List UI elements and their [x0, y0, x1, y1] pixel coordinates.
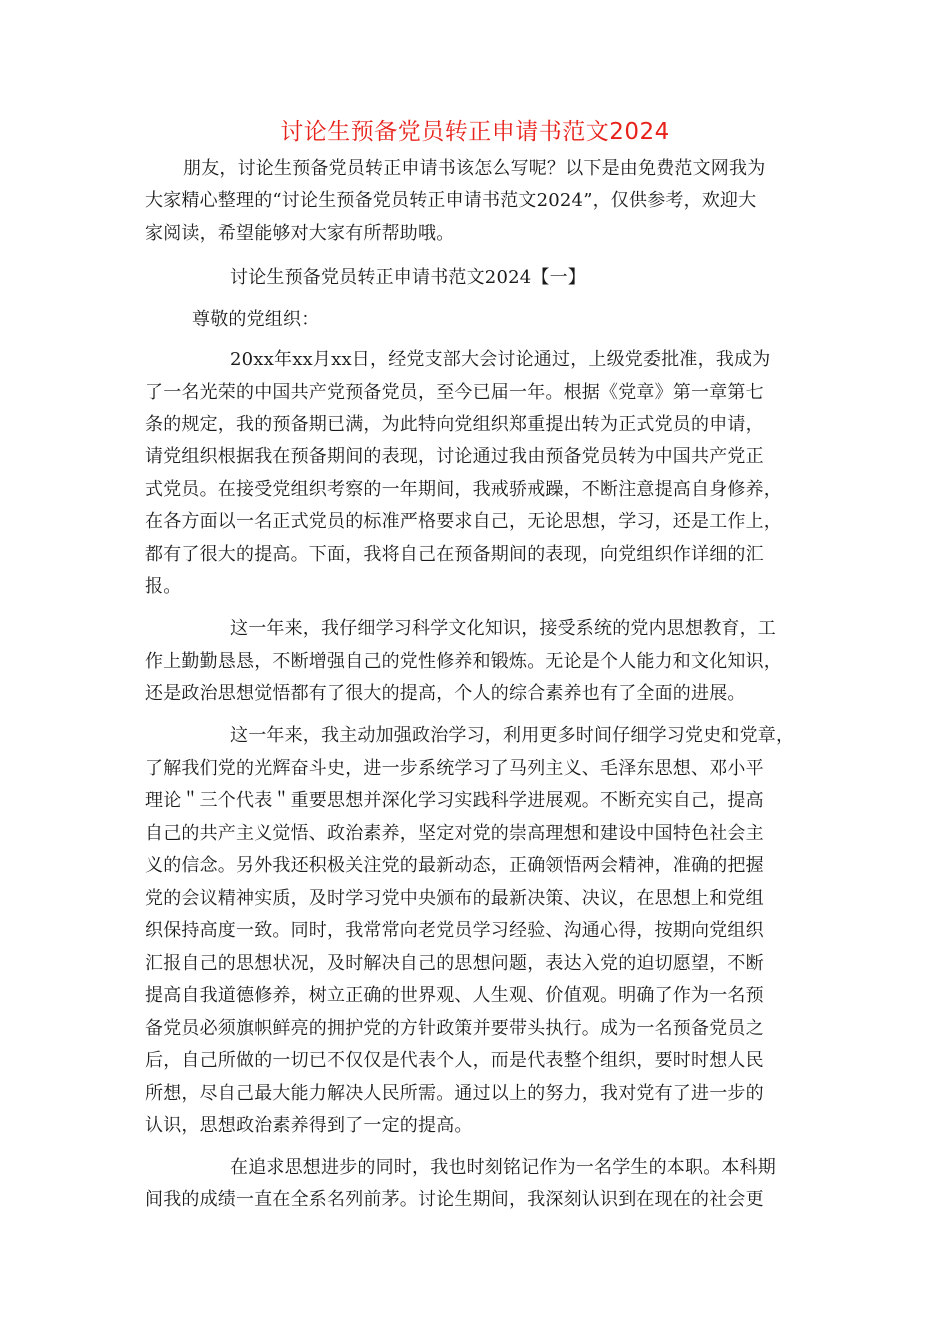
intro-line: 大家精心整理的“讨论生预备党员转正申请书范文2024”，仅供参考，欢迎大 — [145, 190, 757, 211]
paragraph-line: 报。 — [145, 576, 182, 597]
paragraph-line: 党的会议精神实质，及时学习党中央颁布的最新决策、决议，在思想上和党组 — [145, 888, 764, 909]
paragraph-line: 这一年来，我仔细学习科学文化知识，接受系统的党内思想教育，工 — [230, 618, 776, 639]
paragraph-line: 间我的成绩一直在全系名列前茅。讨论生期间，我深刻认识到在现在的社会更 — [145, 1189, 764, 1210]
paragraph-line: 式党员。在接受党组织考察的一年期间，我戒骄戒躁，不断注意提高自身修养， — [145, 479, 782, 500]
paragraph-line: 作上勤勤恳恳，不断增强自己的党性修养和锻炼。无论是个人能力和文化知识， — [145, 651, 782, 672]
paragraph-line: 自己的共产主义觉悟、政治素养，坚定对党的崇高理想和建设中国特色社会主 — [145, 823, 764, 844]
salutation: 尊敬的党组织： — [192, 309, 320, 330]
paragraph-line: 还是政治思想觉悟都有了很大的提高，个人的综合素养也有了全面的进展。 — [145, 683, 746, 704]
paragraph-line: 在各方面以一名正式党员的标准严格要求自己，无论思想，学习，还是工作上， — [145, 511, 782, 532]
paragraph-line: 织保持高度一致。同时，我常常向老党员学习经验、沟通心得，按期向党组织 — [145, 920, 764, 941]
intro-line: 家阅读，希望能够对大家有所帮助哦。 — [145, 223, 455, 244]
paragraph-line: 了解我们党的光辉奋斗史，进一步系统学习了马列主义、毛泽东思想、邓小平 — [145, 758, 764, 779]
paragraph-line: 提高自我道德修养，树立正确的世界观、人生观、价值观。明确了作为一名预 — [145, 985, 764, 1006]
paragraph-line: 了一名光荣的中国共产党预备党员，至今已届一年。根据《党章》第一章第七 — [145, 382, 764, 403]
paragraph-line: 这一年来，我主动加强政治学习，利用更多时间仔细学习党史和党章， — [230, 725, 795, 746]
paragraph-line: 义的信念。另外我还积极关注党的最新动态，正确领悟两会精神，准确的把握 — [145, 855, 764, 876]
paragraph-line: 后，自己所做的一切已不仅仅是代表个人，而是代表整个组织，要时时想人民 — [145, 1050, 764, 1071]
paragraph-line: 认识，思想政治素养得到了一定的提高。 — [145, 1115, 473, 1136]
document-title: 讨论生预备党员转正申请书范文2024 — [280, 119, 670, 145]
paragraph-line: 备党员必须旗帜鲜亮的拥护党的方针政策并要带头执行。成为一名预备党员之 — [145, 1018, 764, 1039]
paragraph-line: 汇报自己的思想状况，及时解决自己的思想问题，表达入党的迫切愿望，不断 — [145, 953, 764, 974]
paragraph-line: 条的规定，我的预备期已满，为此特向党组织郑重提出转为正式党员的申请， — [145, 414, 764, 435]
paragraph-line: 请党组织根据我在预备期间的表现，讨论通过我由预备党员转为中国共产党正 — [145, 446, 764, 467]
intro-line: 朋友，讨论生预备党员转正申请书该怎么写呢？以下是由免费范文网我为 — [183, 158, 766, 179]
section-heading: 讨论生预备党员转正申请书范文2024【一】 — [230, 267, 587, 288]
paragraph-line: 20xx年xx月xx日，经党支部大会讨论通过，上级党委批准，我成为 — [230, 349, 771, 370]
paragraph-line: 在追求思想进步的同时，我也时刻铭记作为一名学生的本职。本科期 — [230, 1157, 776, 1178]
paragraph-line: 都有了很大的提高。下面，我将自己在预备期间的表现，向党组织作详细的汇 — [145, 544, 764, 565]
paragraph-line: 所想，尽自己最大能力解决人民所需。通过以上的努力，我对党有了进一步的 — [145, 1083, 764, 1104]
paragraph-line: 理论＂三个代表＂重要思想并深化学习实践科学进展观。不断充实自己，提高 — [145, 790, 764, 811]
